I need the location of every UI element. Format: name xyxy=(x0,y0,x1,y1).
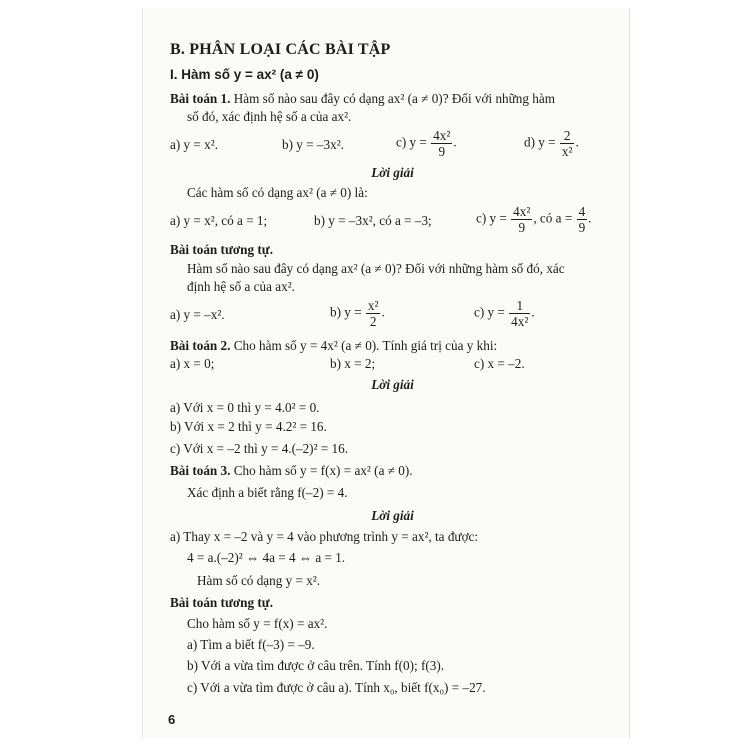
problem-3-line xyxy=(170,464,413,477)
fraction-denominator: 9 xyxy=(438,144,446,159)
fraction-denominator: 4x² xyxy=(511,314,529,329)
problem-3-line-2: Xác định a biết rằng f(–2) = 4. xyxy=(187,485,348,500)
solution-3-a: a) Thay x = –2 và y = 4 vào phương trình y = ax², ta được: xyxy=(170,529,479,544)
fraction-numerator: 4x² xyxy=(433,128,451,143)
solution-2-b: b) Với x = 2 thì y = 4.2² = 16. xyxy=(170,419,327,434)
fraction xyxy=(431,128,452,159)
problem-2-option-a: a) x = 0; xyxy=(170,356,215,371)
solution-2-a: a) Với x = 0 thì y = 4.0² = 0. xyxy=(170,400,320,415)
problem-1-option-b: b) y = –3x². xyxy=(282,137,344,152)
option-c-suffix: . xyxy=(531,304,535,320)
solution-1-heading: Lời giải xyxy=(371,165,414,180)
fraction-denominator: 9 xyxy=(578,220,586,235)
problem-2-option-b: b) x = 2; xyxy=(330,356,376,371)
problem-3-text: Cho hàm số y = f(x) = ax² (a ≠ 0). xyxy=(233,463,413,478)
option-c-prefix: c) y = xyxy=(396,134,427,150)
section-title: B. PHÂN LOẠI CÁC BÀI TẬP xyxy=(170,41,391,58)
solution-2-c: c) Với x = –2 thì y = 4.(–2)² = 16. xyxy=(170,441,349,456)
solution-c-prefix: c) y = xyxy=(476,210,507,226)
similar-problem-2-c: c) Với a vừa tìm được ở câu a). Tính x₀, biết f(x₀) = –27. xyxy=(187,680,486,695)
similar-1-option-b xyxy=(330,298,385,329)
problem-1-line-2: số đó, xác định hệ số a của ax². xyxy=(187,109,352,124)
fraction xyxy=(511,204,532,235)
similar-problem-1-text-2: định hệ số a của ax². xyxy=(187,279,295,294)
similar-problem-1-options xyxy=(170,298,615,334)
fraction-numerator: x² xyxy=(367,298,379,313)
fraction xyxy=(577,204,588,235)
solution-1-a: a) y = x², có a = 1; xyxy=(170,213,268,228)
problem-3-label: Bài toán 3. xyxy=(170,463,231,478)
solution-1-c xyxy=(476,204,591,235)
problem-2-options xyxy=(170,357,615,373)
solution-3-equation: 4 = a.(–2)² ⇔ 4a = 4 ⇔ a = 1. xyxy=(187,550,346,565)
fraction xyxy=(509,298,530,329)
similar-problem-2-label: Bài toán tương tự. xyxy=(170,595,273,610)
solution-2-heading: Lời giải xyxy=(371,377,414,392)
fraction-denominator: x² xyxy=(561,144,573,159)
page-number: 6 xyxy=(168,712,176,727)
similar-problem-2-text: Cho hàm số y = f(x) = ax². xyxy=(187,616,328,631)
problem-2-label: Bài toán 2. xyxy=(170,338,231,353)
problem-1-text-1: Hàm số nào sau đây có dạng ax² (a ≠ 0)? Đối với những hàm xyxy=(233,91,555,106)
problem-1-option-d xyxy=(524,128,579,159)
fraction-numerator: 4x² xyxy=(513,204,531,219)
fraction-numerator: 2 xyxy=(560,128,575,144)
option-d-prefix: d) y = xyxy=(524,134,556,150)
problem-2-text: Cho hàm số y = 4x² (a ≠ 0). Tính giá trị của y khi: xyxy=(233,338,498,353)
solution-1-b: b) y = –3x², có a = –3; xyxy=(314,213,432,228)
problem-1-options xyxy=(170,128,615,164)
option-b-prefix: b) y = xyxy=(330,304,362,320)
similar-1-option-a: a) y = –x². xyxy=(170,307,225,322)
problem-2-line xyxy=(170,339,497,352)
option-c-suffix: . xyxy=(453,134,457,150)
similar-1-option-c xyxy=(474,298,535,329)
option-d-suffix: . xyxy=(575,134,579,150)
solution-3-heading: Lời giải xyxy=(371,508,414,523)
solution-1-intro: Các hàm số có dạng ax² (a ≠ 0) là: xyxy=(187,185,368,200)
fraction xyxy=(560,128,575,159)
fraction-numerator: 4 xyxy=(578,204,586,219)
similar-problem-2-b: b) Với a vừa tìm được ở câu trên. Tính f(0); f(3). xyxy=(187,658,445,673)
problem-2-option-c: c) x = –2. xyxy=(474,356,525,371)
problem-1-option-a: a) y = x². xyxy=(170,137,219,152)
solution-1-answers xyxy=(170,204,615,240)
similar-problem-1-label: Bài toán tương tự. xyxy=(170,242,273,257)
solution-c-suffix: . xyxy=(588,210,592,226)
problem-1-line-1 xyxy=(170,92,555,105)
problem-1-label: Bài toán 1. xyxy=(170,91,231,106)
similar-problem-1-text-1: Hàm số nào sau đây có dạng ax² (a ≠ 0)? Đối với những hàm số đó, xác xyxy=(187,261,565,276)
option-b-suffix: . xyxy=(381,304,385,320)
option-c-prefix: c) y = xyxy=(474,304,505,320)
similar-problem-2-a: a) Tìm a biết f(–3) = –9. xyxy=(187,637,315,652)
solution-c-middle: , có a = xyxy=(533,210,573,226)
fraction-denominator: 2 xyxy=(369,314,377,329)
solution-3-conclusion: Hàm số có dạng y = x². xyxy=(197,573,321,588)
fraction xyxy=(366,298,381,329)
fraction-numerator: 1 xyxy=(509,298,530,314)
fraction-denominator: 9 xyxy=(518,220,526,235)
problem-1-option-c xyxy=(396,128,457,159)
subsection-title: I. Hàm số y = ax² (a ≠ 0) xyxy=(170,67,319,82)
